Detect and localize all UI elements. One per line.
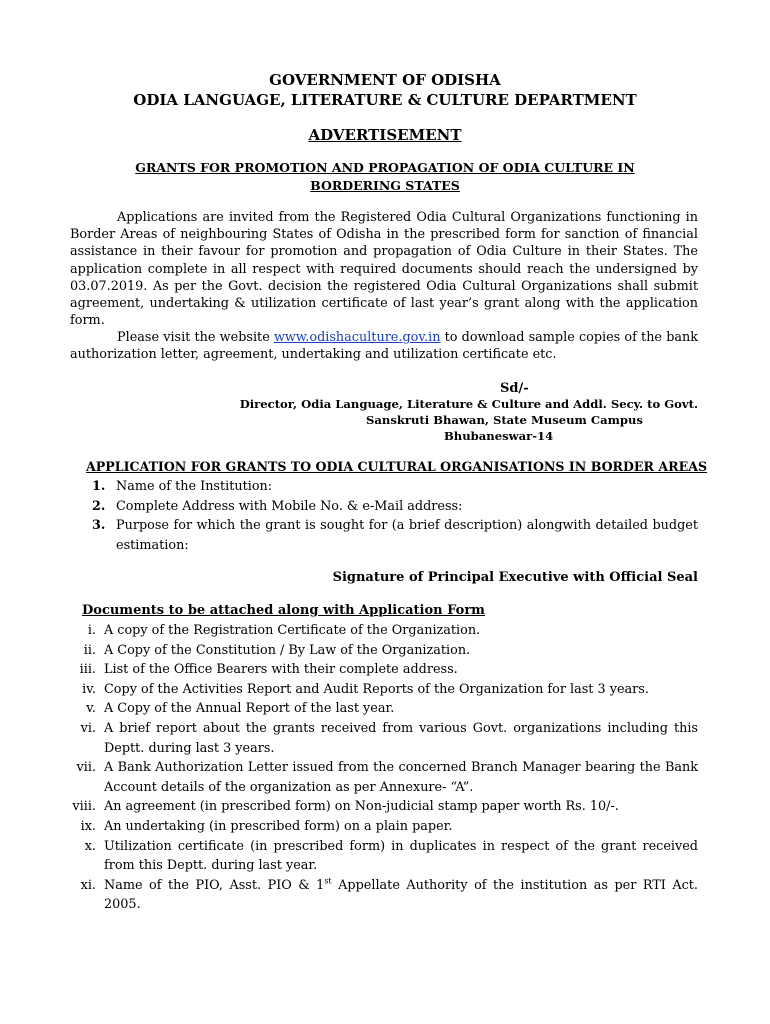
- list-number: 3.: [92, 518, 106, 533]
- list-item: [56, 680, 698, 700]
- list-text: List of the Office Bearers with their complete address.: [104, 662, 458, 678]
- documents-title: Documents to be attached along with Application Form: [82, 603, 485, 618]
- list-item: [56, 641, 698, 661]
- list-number: i.: [87, 623, 96, 638]
- list-text: Purpose for which the grant is sought for (a brief description) alongwith detailed budget estimation:: [116, 518, 698, 553]
- list-text: Name of the Institution:: [116, 479, 273, 494]
- website-paragraph: [70, 329, 698, 363]
- list-text: A brief report about the grants received from various Govt. organizations including this Deptt. during last 3 years.: [104, 720, 698, 756]
- list-item: [56, 699, 698, 719]
- list-number: xi.: [80, 877, 96, 893]
- list-number: viii.: [72, 799, 96, 815]
- signature-line: Signature of Principal Executive with Official Seal: [332, 570, 698, 585]
- advertisement-heading: ADVERTISEMENT: [308, 126, 462, 144]
- list-number: ix.: [80, 818, 96, 834]
- list-text: Utilization certificate (in prescribed form) in duplicates in respect of the grant received from this Deptt. during last year.: [104, 838, 698, 874]
- list-item: [56, 797, 698, 817]
- documents-list: [56, 621, 698, 915]
- list-item: [56, 758, 698, 797]
- list-number: 1.: [92, 479, 106, 494]
- application-fields-list: [86, 477, 698, 555]
- website-text-after: to download sample copies of the bank authorization letter, agreement, undertaking and utilization certificate etc.: [70, 330, 699, 363]
- list-text: A Copy of the Constitution / By Law of the Organization.: [104, 642, 471, 658]
- list-number: ii.: [83, 642, 96, 658]
- list-item: [56, 876, 698, 915]
- list-item: [86, 477, 698, 497]
- list-text: A Bank Authorization Letter issued from the concerned Branch Manager bearing the Bank Account details of the organization as per Annexure- “A”.: [104, 760, 698, 795]
- list-text-after: Appellate Authority of the institution as per RTI Act. 2005.: [104, 877, 698, 913]
- office-address-line1: Sanskruti Bhawan, State Museum Campus: [366, 413, 643, 427]
- list-number: vi.: [80, 720, 96, 736]
- list-text-before: Name of the PIO, Asst. PIO & 1: [104, 877, 325, 893]
- list-item: [86, 497, 698, 517]
- list-text: An agreement (in prescribed form) on Non-judicial stamp paper worth Rs. 10/-.: [104, 799, 619, 815]
- office-address-line2: Bhubaneswar-14: [444, 429, 554, 443]
- list-item: [86, 516, 698, 555]
- list-item: [56, 660, 698, 680]
- website-text-before: Please visit the website: [117, 330, 274, 345]
- application-title: APPLICATION FOR GRANTS TO ODIA CULTURAL ORGANISATIONS IN BORDER AREAS: [86, 459, 708, 474]
- list-item: [56, 621, 698, 641]
- government-heading: GOVERNMENT OF ODISHA: [269, 71, 501, 89]
- list-text: Complete Address with Mobile No. & e-Mail address:: [116, 498, 463, 514]
- list-number: 2.: [92, 498, 106, 514]
- list-number: v.: [86, 701, 96, 717]
- list-text: Copy of the Activities Report and Audit Reports of the Organization for last 3 years.: [104, 681, 649, 697]
- list-number: iii.: [79, 662, 96, 678]
- ordinal-superscript: st: [324, 876, 332, 886]
- list-item: [56, 719, 698, 758]
- list-number: iv.: [82, 681, 96, 697]
- invitation-paragraph: Applications are invited from the Registered Odia Cultural Organizations functioning in Border Areas of neighbouring States of Odisha in the prescribed form for sanction of financial assistance in their favour for promotion and propagation of Odia Culture in their States. The application complete in all respect with required documents should reach the undersigned by 03.07.2019. As per the Govt. decision the registered Odia Cultural Organizations shall submit agreement, undertaking & utilization certificate of last year’s grant along with the application form.: [70, 210, 698, 329]
- list-number: vii.: [76, 760, 96, 776]
- list-text: An undertaking (in prescribed form) on a plain paper.: [104, 818, 453, 834]
- website-link[interactable]: www.odishaculture.gov.in: [273, 330, 441, 345]
- list-text: A Copy of the Annual Report of the last year.: [104, 701, 395, 717]
- grant-title: GRANTS FOR PROMOTION AND PROPAGATION OF ODIA CULTURE IN BORDERING STATES: [135, 160, 635, 193]
- department-heading: ODIA LANGUAGE, LITERATURE & CULTURE DEPARTMENT: [133, 91, 637, 109]
- list-item: [56, 837, 698, 876]
- list-item: [56, 817, 698, 837]
- list-text: A copy of the Registration Certificate of the Organization.: [104, 623, 481, 638]
- list-number: x.: [84, 838, 96, 854]
- director-designation: Director, Odia Language, Literature & Culture and Addl. Secy. to Govt.: [239, 397, 698, 411]
- signed-mark: Sd/-: [500, 381, 529, 396]
